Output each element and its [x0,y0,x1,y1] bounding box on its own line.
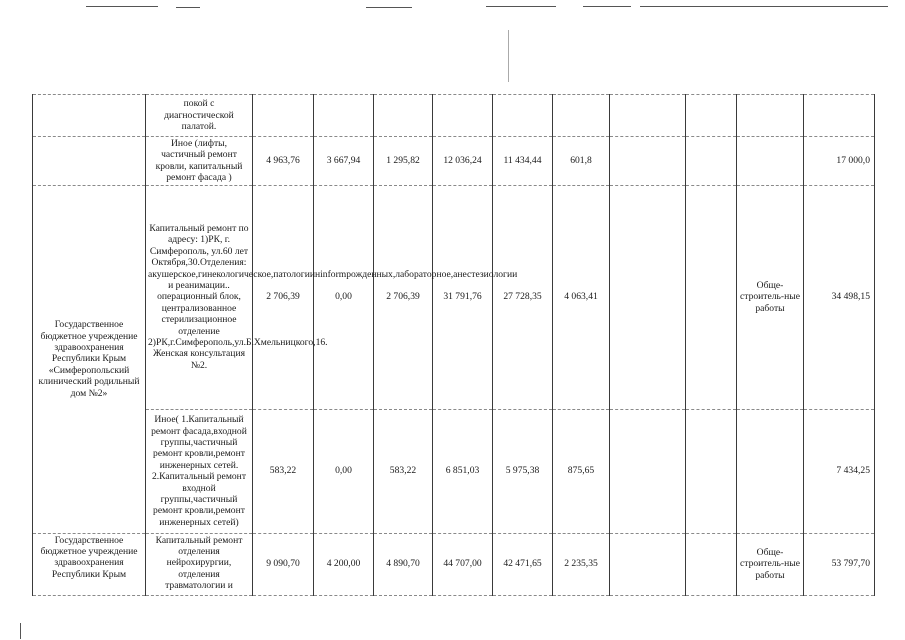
org-cell [33,533,146,595]
work-type-cell: Обще-строитель-ные работы [737,185,804,409]
col4-cell: 31 791,76 [433,185,493,409]
empty-cell [610,95,686,137]
scan-line-top-5 [583,6,631,7]
empty-cell [686,185,737,409]
col4-cell: 12 036,24 [433,137,493,186]
col6-cell: 601,8 [553,137,610,186]
empty-cell [610,409,686,533]
sum-cell: 53 797,70 [804,533,875,595]
sum-cell: 7 434,25 [804,409,875,533]
col5-cell: 5 975,38 [493,409,553,533]
table-row [33,409,875,533]
scan-line-top-4 [486,6,556,7]
col2-cell: 4 200,00 [314,533,374,595]
sum-cell: 34 498,15 [804,185,875,409]
empty-cell [686,533,737,595]
col2-cell: 3 667,94 [314,137,374,186]
sum-cell [804,95,875,137]
col2-cell [314,95,374,137]
col4-cell: 6 851,03 [433,409,493,533]
org-cell [33,95,146,137]
scan-line-top-2 [176,7,200,8]
work-type-cell [737,95,804,137]
scan-line-left [20,623,21,639]
col3-cell: 2 706,39 [374,185,433,409]
empty-cell [686,409,737,533]
total-cell [253,95,314,137]
scan-line-top-6 [640,6,888,7]
description-cell: Иное( 1.Капитальный ремонт фасада,входной группы,частичный ремонт кровли,ремонт инженерных сетей. 2.Капитальный ремонт входной группы,частичный ремонт кровли,ремонт инженерных сетей) [146,409,253,533]
empty-cell [610,137,686,186]
description-cell: покой с диагностической палатой. [146,95,253,137]
table-row [33,185,875,409]
work-type-cell [737,137,804,186]
col4-cell [433,95,493,137]
col3-cell: 583,22 [374,409,433,533]
col5-cell [493,95,553,137]
col6-cell: 875,65 [553,409,610,533]
col3-cell: 4 890,70 [374,533,433,595]
org-name: Государственное бюджетное учреждение здравоохранения Республики Крым «Симферопольский клинический родильный дом №2» [38,319,140,399]
org-cell [33,185,146,533]
col4-cell: 44 707,00 [433,533,493,595]
col3-cell: 1 295,82 [374,137,433,186]
description-cell: Капитальный ремонт по адресу: 1)РК, г. Симферополь, ул.60 лет Октября,30.Отделения: акушерское,гинекологическое,патологиинinformрожденных,лабораторное,анестезиологии и реанимации.. операционный блок, централизованное стерилизационное отделение 2)РК,г.Симферополь,ул.Б.Хмельницкого,16. Женская консультация №2. [146,185,253,409]
org-cell [33,137,146,186]
description-cell: Иное (лифты, частичный ремонт кровли, капитальный ремонт фасада ) [146,137,253,186]
total-cell: 4 963,76 [253,137,314,186]
empty-cell [686,95,737,137]
col2-cell: 0,00 [314,409,374,533]
budget-table [32,94,875,596]
col5-cell: 42 471,65 [493,533,553,595]
scan-line-top-3 [366,7,412,8]
table-row [33,533,875,595]
work-type-cell: Обще-строитель-ные работы [737,533,804,595]
total-cell: 583,22 [253,409,314,533]
empty-cell [686,137,737,186]
scan-dots [508,30,509,82]
col6-cell: 2 235,35 [553,533,610,595]
col6-cell [553,95,610,137]
scan-line-top-1 [86,6,158,7]
total-cell: 2 706,39 [253,185,314,409]
empty-cell [610,533,686,595]
table-row [33,137,875,186]
col6-cell: 4 063,41 [553,185,610,409]
table-row [33,95,875,137]
col5-cell: 27 728,35 [493,185,553,409]
empty-cell [610,185,686,409]
work-type-cell [737,409,804,533]
description-cell: Капитальный ремонт отделения нейрохирургии, отделения травматологии и [146,533,253,595]
col2-cell: 0,00 [314,185,374,409]
sum-cell: 17 000,0 [804,137,875,186]
total-cell: 9 090,70 [253,533,314,595]
org-name: Государственное бюджетное учреждение здравоохранения Республики Крым [40,534,138,580]
col5-cell: 11 434,44 [493,137,553,186]
col3-cell [374,95,433,137]
